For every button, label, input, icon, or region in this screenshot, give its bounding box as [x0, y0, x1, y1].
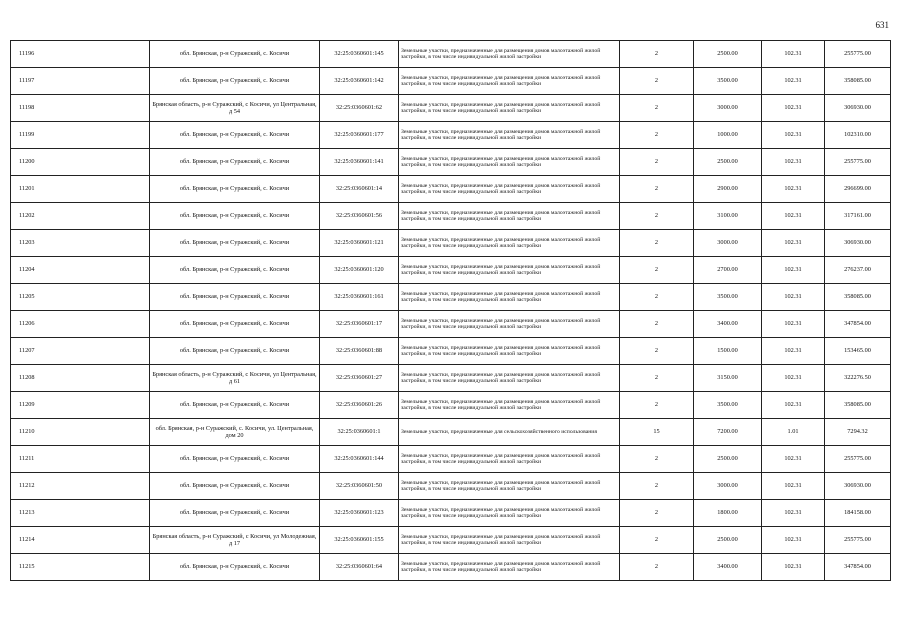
- area-cell: 3150.00: [694, 365, 762, 392]
- land-use-cell: Земельные участки, предназначенные для размещения домов малоэтажной жилой застройки, в том числе индивидуальной жилой застройки: [399, 284, 620, 311]
- cadastral-number-cell: 32:25:0360601:88: [320, 338, 399, 365]
- use-group-cell: 2: [620, 149, 694, 176]
- address-cell: обл. Брянская, р-н Суражский, с. Косичи: [150, 392, 320, 419]
- use-group-cell: 2: [620, 284, 694, 311]
- land-use-cell: Земельные участки, предназначенные для размещения домов малоэтажной жилой застройки, в том числе индивидуальной жилой застройки: [399, 41, 620, 68]
- table-row: [11, 473, 891, 500]
- address-cell: Брянская область, р-н Суражский, с Косичи, ул Молодежная, д 17: [150, 527, 320, 554]
- area-cell: 3400.00: [694, 554, 762, 581]
- use-group-cell: 2: [620, 554, 694, 581]
- land-use-cell: Земельные участки, предназначенные для сельскохозяйственного использования: [399, 419, 620, 446]
- specific-value-cell: 102.31: [762, 311, 825, 338]
- cadastral-value-cell: 358085.00: [825, 68, 891, 95]
- table-row: [11, 68, 891, 95]
- cadastral-number-cell: 32:25:0360601:161: [320, 284, 399, 311]
- cadastral-value-cell: 296699.00: [825, 176, 891, 203]
- specific-value-cell: 102.31: [762, 446, 825, 473]
- area-cell: 3100.00: [694, 203, 762, 230]
- row-number-cell: 11213: [11, 500, 150, 527]
- cadastral-number-cell: 32:25:0360601:144: [320, 446, 399, 473]
- address-cell: обл. Брянская, р-н Суражский, с. Косичи: [150, 230, 320, 257]
- area-cell: 3000.00: [694, 230, 762, 257]
- area-cell: 2500.00: [694, 149, 762, 176]
- row-number-cell: 11215: [11, 554, 150, 581]
- address-cell: обл. Брянская, р-н Суражский, с. Косичи: [150, 500, 320, 527]
- row-number-cell: 11214: [11, 527, 150, 554]
- use-group-cell: 2: [620, 338, 694, 365]
- specific-value-cell: 102.31: [762, 230, 825, 257]
- row-number-cell: 11198: [11, 95, 150, 122]
- area-cell: 3400.00: [694, 311, 762, 338]
- page-number: 631: [875, 20, 889, 30]
- area-cell: 1500.00: [694, 338, 762, 365]
- land-use-cell: Земельные участки, предназначенные для размещения домов малоэтажной жилой застройки, в том числе индивидуальной жилой застройки: [399, 446, 620, 473]
- table-row: [11, 311, 891, 338]
- land-use-cell: Земельные участки, предназначенные для размещения домов малоэтажной жилой застройки, в том числе индивидуальной жилой застройки: [399, 527, 620, 554]
- cadastral-number-cell: 32:25:0360601:123: [320, 500, 399, 527]
- table-row: [11, 203, 891, 230]
- land-use-cell: Земельные участки, предназначенные для размещения домов малоэтажной жилой застройки, в том числе индивидуальной жилой застройки: [399, 203, 620, 230]
- specific-value-cell: 102.31: [762, 338, 825, 365]
- address-cell: обл. Брянская, р-н Суражский, с. Косичи: [150, 68, 320, 95]
- cadastral-value-cell: 255775.00: [825, 149, 891, 176]
- row-number-cell: 11197: [11, 68, 150, 95]
- cadastral-value-cell: 153465.00: [825, 338, 891, 365]
- table-row: [11, 149, 891, 176]
- cadastral-value-cell: 184158.00: [825, 500, 891, 527]
- address-cell: обл. Брянская, р-н Суражский, с. Косичи: [150, 446, 320, 473]
- table-row: [11, 122, 891, 149]
- use-group-cell: 2: [620, 392, 694, 419]
- land-use-cell: Земельные участки, предназначенные для размещения домов малоэтажной жилой застройки, в том числе индивидуальной жилой застройки: [399, 149, 620, 176]
- cadastral-value-cell: 7294.32: [825, 419, 891, 446]
- land-use-cell: Земельные участки, предназначенные для размещения домов малоэтажной жилой застройки, в том числе индивидуальной жилой застройки: [399, 365, 620, 392]
- address-cell: обл. Брянская, р-н Суражский, с. Косичи: [150, 554, 320, 581]
- cadastral-number-cell: 32:25:0360601:17: [320, 311, 399, 338]
- specific-value-cell: 102.31: [762, 122, 825, 149]
- cadastral-value-cell: 322276.50: [825, 365, 891, 392]
- address-cell: обл. Брянская, р-н Суражский, с. Косичи: [150, 203, 320, 230]
- cadastral-value-cell: 255775.00: [825, 527, 891, 554]
- land-use-cell: Земельные участки, предназначенные для размещения домов малоэтажной жилой застройки, в том числе индивидуальной жилой застройки: [399, 554, 620, 581]
- row-number-cell: 11208: [11, 365, 150, 392]
- land-use-cell: Земельные участки, предназначенные для размещения домов малоэтажной жилой застройки, в том числе индивидуальной жилой застройки: [399, 473, 620, 500]
- table-row: [11, 41, 891, 68]
- address-cell: обл. Брянская, р-н Суражский, с. Косичи: [150, 257, 320, 284]
- address-cell: обл. Брянская, р-н Суражский, с. Косичи: [150, 149, 320, 176]
- table-row: [11, 257, 891, 284]
- area-cell: 2500.00: [694, 527, 762, 554]
- table-row: [11, 392, 891, 419]
- land-use-cell: Земельные участки, предназначенные для размещения домов малоэтажной жилой застройки, в том числе индивидуальной жилой застройки: [399, 68, 620, 95]
- area-cell: 3500.00: [694, 284, 762, 311]
- specific-value-cell: 102.31: [762, 257, 825, 284]
- use-group-cell: 15: [620, 419, 694, 446]
- table-row: [11, 338, 891, 365]
- table-row: [11, 284, 891, 311]
- area-cell: 1000.00: [694, 122, 762, 149]
- area-cell: 2500.00: [694, 41, 762, 68]
- cadastral-number-cell: 32:25:0360601:56: [320, 203, 399, 230]
- cadastral-number-cell: 32:25:0360601:155: [320, 527, 399, 554]
- land-use-cell: Земельные участки, предназначенные для размещения домов малоэтажной жилой застройки, в том числе индивидуальной жилой застройки: [399, 230, 620, 257]
- address-cell: обл. Брянская, р-н Суражский, с. Косичи, ул. Центральная, дом 20: [150, 419, 320, 446]
- row-number-cell: 11196: [11, 41, 150, 68]
- table-row: [11, 446, 891, 473]
- use-group-cell: 2: [620, 122, 694, 149]
- row-number-cell: 11209: [11, 392, 150, 419]
- specific-value-cell: 102.31: [762, 68, 825, 95]
- cadastral-number-cell: 32:25:0360601:121: [320, 230, 399, 257]
- cadastral-value-cell: 306930.00: [825, 230, 891, 257]
- row-number-cell: 11211: [11, 446, 150, 473]
- use-group-cell: 2: [620, 311, 694, 338]
- address-cell: Брянская область, р-н Суражский, с Косичи, ул Центральная, д 61: [150, 365, 320, 392]
- area-cell: 3500.00: [694, 392, 762, 419]
- use-group-cell: 2: [620, 473, 694, 500]
- address-cell: обл. Брянская, р-н Суражский, с. Косичи: [150, 176, 320, 203]
- cadastral-value-cell: 358085.00: [825, 284, 891, 311]
- land-use-cell: Земельные участки, предназначенные для размещения домов малоэтажной жилой застройки, в том числе индивидуальной жилой застройки: [399, 122, 620, 149]
- use-group-cell: 2: [620, 446, 694, 473]
- use-group-cell: 2: [620, 500, 694, 527]
- table-row: [11, 176, 891, 203]
- row-number-cell: 11203: [11, 230, 150, 257]
- use-group-cell: 2: [620, 68, 694, 95]
- use-group-cell: 2: [620, 257, 694, 284]
- specific-value-cell: 102.31: [762, 203, 825, 230]
- row-number-cell: 11206: [11, 311, 150, 338]
- use-group-cell: 2: [620, 527, 694, 554]
- row-number-cell: 11201: [11, 176, 150, 203]
- address-cell: обл. Брянская, р-н Суражский, с. Косичи: [150, 122, 320, 149]
- land-use-cell: Земельные участки, предназначенные для размещения домов малоэтажной жилой застройки, в том числе индивидуальной жилой застройки: [399, 392, 620, 419]
- specific-value-cell: 102.31: [762, 500, 825, 527]
- cadastral-number-cell: 32:25:0360601:64: [320, 554, 399, 581]
- cadastral-value-cell: 276237.00: [825, 257, 891, 284]
- cadastral-number-cell: 32:25:0360601:177: [320, 122, 399, 149]
- table-row: [11, 554, 891, 581]
- cadastral-number-cell: 32:25:0360601:62: [320, 95, 399, 122]
- row-number-cell: 11212: [11, 473, 150, 500]
- cadastral-value-cell: 255775.00: [825, 41, 891, 68]
- cadastral-number-cell: 32:25:0360601:26: [320, 392, 399, 419]
- cadastral-number-cell: 32:25:0360601:1: [320, 419, 399, 446]
- specific-value-cell: 102.31: [762, 473, 825, 500]
- cadastral-number-cell: 32:25:0360601:120: [320, 257, 399, 284]
- land-use-cell: Земельные участки, предназначенные для размещения домов малоэтажной жилой застройки, в том числе индивидуальной жилой застройки: [399, 311, 620, 338]
- area-cell: 2900.00: [694, 176, 762, 203]
- table-body: [11, 41, 891, 581]
- specific-value-cell: 102.31: [762, 41, 825, 68]
- cadastral-number-cell: 32:25:0360601:50: [320, 473, 399, 500]
- row-number-cell: 11199: [11, 122, 150, 149]
- use-group-cell: 2: [620, 95, 694, 122]
- row-number-cell: 11210: [11, 419, 150, 446]
- address-cell: Брянская область, р-н Суражский, с Косичи, ул Центральная, д 54: [150, 95, 320, 122]
- row-number-cell: 11205: [11, 284, 150, 311]
- area-cell: 3500.00: [694, 68, 762, 95]
- table-row: [11, 95, 891, 122]
- address-cell: обл. Брянская, р-н Суражский, с. Косичи: [150, 473, 320, 500]
- cadastral-value-cell: 102310.00: [825, 122, 891, 149]
- cadastral-value-cell: 317161.00: [825, 203, 891, 230]
- area-cell: 3000.00: [694, 95, 762, 122]
- area-cell: 1800.00: [694, 500, 762, 527]
- specific-value-cell: 102.31: [762, 365, 825, 392]
- area-cell: 2700.00: [694, 257, 762, 284]
- address-cell: обл. Брянская, р-н Суражский, с. Косичи: [150, 338, 320, 365]
- table-row: [11, 500, 891, 527]
- specific-value-cell: 102.31: [762, 284, 825, 311]
- cadastral-number-cell: 32:25:0360601:141: [320, 149, 399, 176]
- cadastral-value-cell: 255775.00: [825, 446, 891, 473]
- address-cell: обл. Брянская, р-н Суражский, с. Косичи: [150, 311, 320, 338]
- land-use-cell: Земельные участки, предназначенные для размещения домов малоэтажной жилой застройки, в том числе индивидуальной жилой застройки: [399, 500, 620, 527]
- use-group-cell: 2: [620, 203, 694, 230]
- specific-value-cell: 102.31: [762, 176, 825, 203]
- area-cell: 3000.00: [694, 473, 762, 500]
- specific-value-cell: 102.31: [762, 527, 825, 554]
- specific-value-cell: 102.31: [762, 554, 825, 581]
- address-cell: обл. Брянская, р-н Суражский, с. Косичи: [150, 284, 320, 311]
- land-use-cell: Земельные участки, предназначенные для размещения домов малоэтажной жилой застройки, в том числе индивидуальной жилой застройки: [399, 338, 620, 365]
- use-group-cell: 2: [620, 41, 694, 68]
- area-cell: 7200.00: [694, 419, 762, 446]
- cadastral-number-cell: 32:25:0360601:14: [320, 176, 399, 203]
- row-number-cell: 11202: [11, 203, 150, 230]
- cadastral-value-cell: 347854.00: [825, 554, 891, 581]
- row-number-cell: 11204: [11, 257, 150, 284]
- use-group-cell: 2: [620, 176, 694, 203]
- cadastral-value-cell: 306930.00: [825, 95, 891, 122]
- cadastral-value-table: [10, 40, 891, 581]
- table-row: [11, 419, 891, 446]
- cadastral-value-cell: 347854.00: [825, 311, 891, 338]
- use-group-cell: 2: [620, 230, 694, 257]
- cadastral-number-cell: 32:25:0360601:27: [320, 365, 399, 392]
- row-number-cell: 11200: [11, 149, 150, 176]
- specific-value-cell: 102.31: [762, 149, 825, 176]
- address-cell: обл. Брянская, р-н Суражский, с. Косичи: [150, 41, 320, 68]
- row-number-cell: 11207: [11, 338, 150, 365]
- table-row: [11, 365, 891, 392]
- cadastral-value-cell: 358085.00: [825, 392, 891, 419]
- area-cell: 2500.00: [694, 446, 762, 473]
- table-row: [11, 527, 891, 554]
- cadastral-number-cell: 32:25:0360601:142: [320, 68, 399, 95]
- land-use-cell: Земельные участки, предназначенные для размещения домов малоэтажной жилой застройки, в том числе индивидуальной жилой застройки: [399, 95, 620, 122]
- use-group-cell: 2: [620, 365, 694, 392]
- specific-value-cell: 102.31: [762, 392, 825, 419]
- cadastral-value-cell: 306930.00: [825, 473, 891, 500]
- table-row: [11, 230, 891, 257]
- specific-value-cell: 102.31: [762, 95, 825, 122]
- specific-value-cell: 1.01: [762, 419, 825, 446]
- cadastral-number-cell: 32:25:0360601:145: [320, 41, 399, 68]
- land-use-cell: Земельные участки, предназначенные для размещения домов малоэтажной жилой застройки, в том числе индивидуальной жилой застройки: [399, 257, 620, 284]
- land-use-cell: Земельные участки, предназначенные для размещения домов малоэтажной жилой застройки, в том числе индивидуальной жилой застройки: [399, 176, 620, 203]
